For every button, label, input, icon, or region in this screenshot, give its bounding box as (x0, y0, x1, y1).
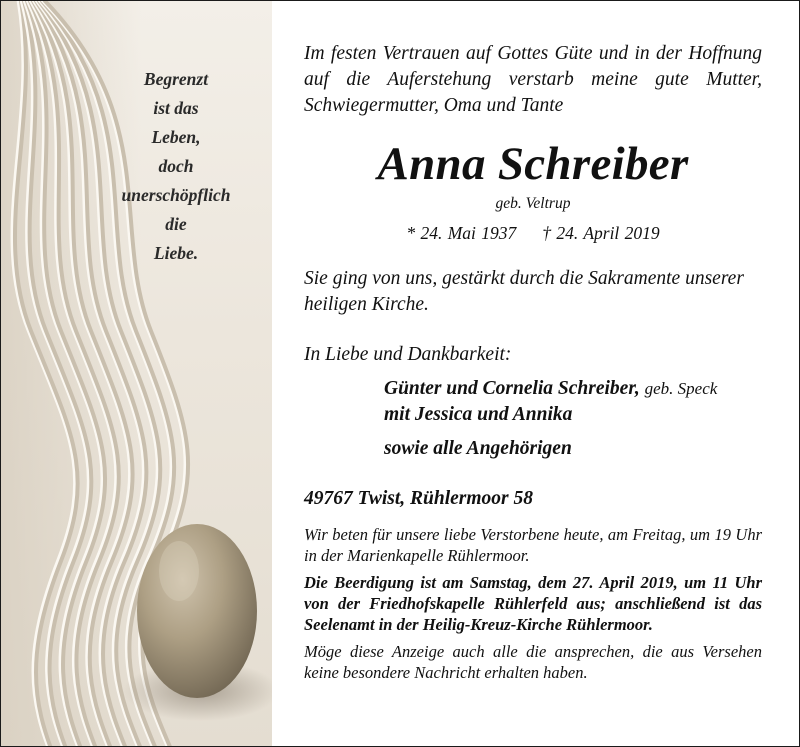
death-date: † 24. April 2019 (542, 223, 660, 243)
closing-text: Möge diese Anzeige auch alle die ansprechen, die aus Versehen keine besondere Nachricht erhalten haben. (304, 642, 762, 682)
stone (137, 524, 257, 698)
intro-text: Im festen Vertrauen auf Gottes Güte und in der Hoffnung auf die Auferstehung verstarb meine gute Mutter, Schwiegermutter, Oma und Tante (304, 43, 762, 116)
poem-line: Liebe. (153, 243, 199, 263)
poem-line: doch (158, 156, 194, 176)
zen-sand-image (1, 1, 272, 746)
life-dates (304, 223, 762, 244)
family-signatures (384, 376, 762, 462)
poem-line: unerschöpflich (121, 185, 231, 205)
poem-line: Leben, (151, 127, 201, 147)
sacrament-text: Sie ging von uns, gestärkt durch die Sakramente unserer heiligen Kirche. (304, 268, 744, 315)
deceased-name: Anna Schreiber (377, 138, 689, 190)
family-line-1: Günter und Cornelia Schreiber, (384, 378, 640, 399)
gratitude-heading: In Liebe und Dankbarkeit: (304, 344, 512, 365)
poem-line: die (165, 214, 187, 234)
poem (97, 65, 255, 268)
prayer-text: Wir beten für unsere liebe Verstorbene heute, am Freitag, um 19 Uhr in der Marienkapelle Rühlermoor. (304, 525, 762, 565)
funeral-text: Die Beerdigung ist am Samstag, dem 27. April 2019, um 11 Uhr von der Friedhofskapelle Rühlerfeld aus; anschließend ist das Seelenamt in der Heilig-Kreuz-Kirche Rühlermoor. (304, 573, 762, 634)
address: 49767 Twist, Rühlermoor 58 (304, 488, 533, 509)
birth-name: geb. Veltrup (495, 195, 571, 212)
family-line-2: mit Jessica und Annika (384, 404, 573, 425)
family-line-3: sowie alle Angehörigen (384, 438, 572, 459)
notice-text (304, 41, 762, 683)
family-line-1-geb: geb. Speck (644, 379, 718, 398)
poem-line: ist das (153, 98, 199, 118)
poem-line: Begrenzt (143, 69, 209, 89)
birth-date: * 24. Mai 1937 (406, 223, 517, 243)
